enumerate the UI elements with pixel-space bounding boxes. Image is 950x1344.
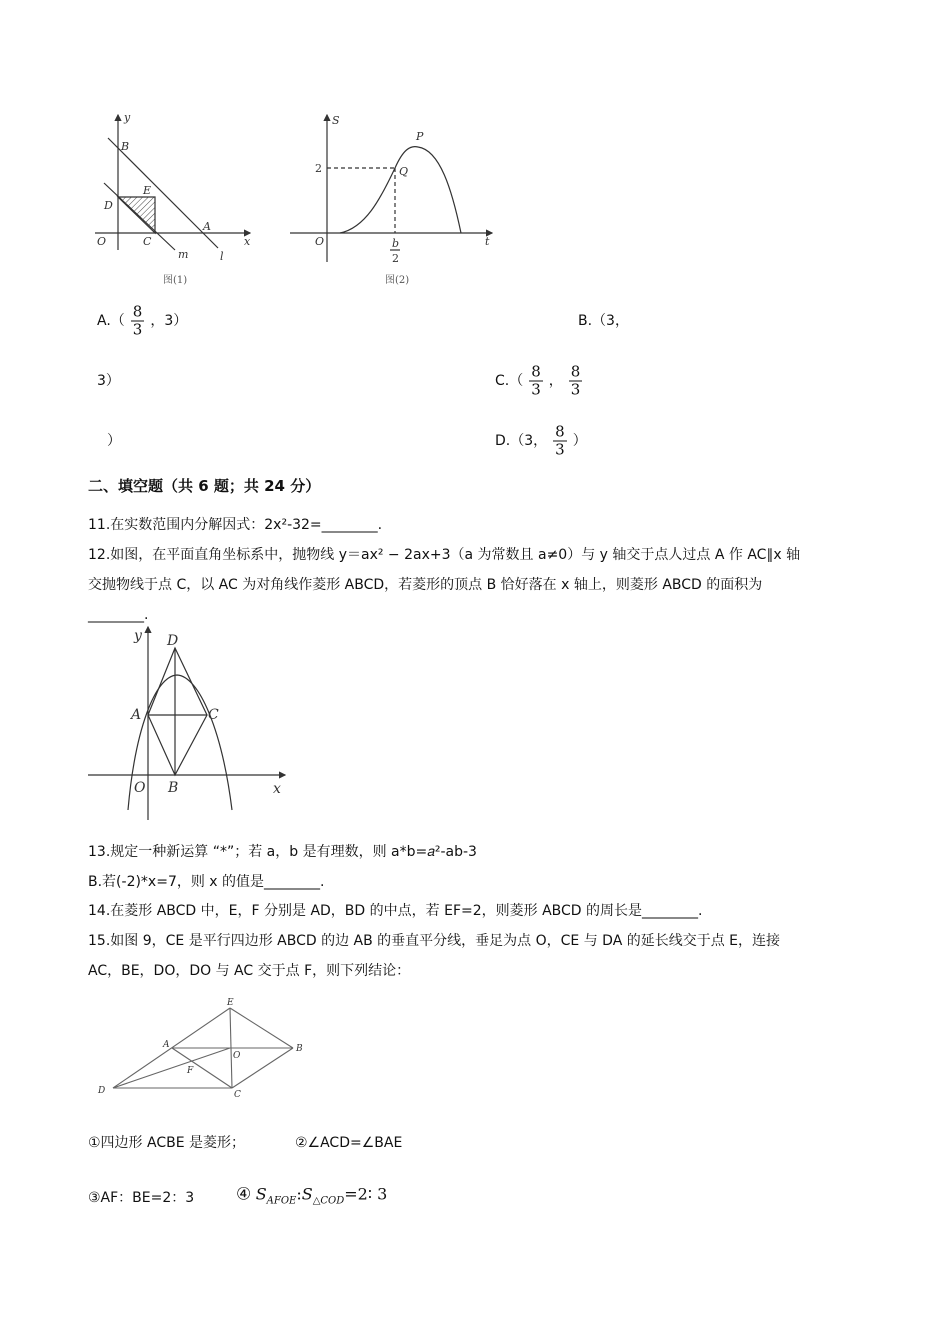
section-heading: 二、填空题（共 6 题；共 24 分） (88, 477, 321, 495)
question-15-line2: AC，BE，DO，DO 与 AC 交于点 F，则下列结论： (88, 963, 411, 979)
figure-label: B (121, 140, 130, 153)
option-b: B.（3， (578, 313, 629, 329)
shaded-triangle (118, 197, 155, 233)
option-d: D.（3， $\frac{8}{3}$ ） (495, 422, 587, 459)
question-12-line2: 交抛物线于点 C，以 AC 为对角线作菱形 ABCD，若菱形的顶点 B 恰好落在 x 轴上，则菱形 ABCD 的面积为 (88, 577, 763, 593)
figure-2-caption: 图(2) (385, 275, 410, 286)
figure-label: C (143, 235, 152, 248)
figure-label: y (124, 111, 131, 124)
figure-label: O (233, 1051, 241, 1061)
fraction: $\frac{8}{3}$ (132, 302, 143, 339)
conclusion-2: ②∠ACD=∠BAE (295, 1135, 403, 1151)
figure-label: x (244, 235, 251, 248)
conclusion-3: ③AF：BE=2：3 (88, 1190, 195, 1206)
rhombus-ABCD (148, 648, 207, 775)
figure-label: y (134, 628, 142, 644)
figure-label: x (273, 781, 281, 797)
figure-label: C (234, 1090, 241, 1100)
option-c: C.（ $\frac{8}{3}$ ， $\frac{8}{3}$ (495, 362, 581, 399)
figure-label: B (168, 780, 179, 796)
option-a: A.（ $\frac{8}{3}$ ，3） (97, 302, 188, 339)
question-13: 13.规定一种新运算 “*”；若 a，b 是有理数，则 a*b=𝑎²-ab-3 (88, 844, 477, 860)
figure-label: C (208, 707, 219, 723)
figure-label: S (332, 114, 340, 127)
figure-label: E (143, 184, 152, 197)
question-14: 14.在菱形 ABCD 中，E，F 分别是 AD，BD 的中点，若 EF=2，则菱形 ABCD 的周长是________. (88, 903, 703, 919)
question-13-line2: B.若(-2)*x=7，则 x 的值是________. (88, 874, 325, 890)
figure-label: E (227, 998, 234, 1008)
figure-label: A (203, 220, 211, 233)
figure-label: O (134, 780, 146, 796)
figure-4 (113, 1008, 293, 1088)
figure-label: B (296, 1044, 303, 1054)
question-11: 11.在实数范围内分解因式：2x²-32=________. (88, 517, 383, 533)
question-12-blank: ________. (88, 607, 149, 623)
figure-label: P (416, 130, 424, 143)
line-l (108, 138, 218, 248)
figure-label: 2 (392, 252, 399, 265)
figure-3 (88, 627, 285, 820)
figure-label: D (104, 199, 113, 212)
option-c-continued: ） (107, 433, 121, 449)
figure-label: l (220, 250, 224, 263)
figure-label: D (167, 633, 179, 649)
figure-label: F (187, 1066, 194, 1076)
figure-label: t (485, 235, 490, 248)
option-b-continued: 3） (97, 373, 120, 389)
figure-label: A (131, 707, 142, 723)
conclusion-4: ④ $S_{AFOE}:S_{\triangle COD}=2∶$ 3 (236, 1184, 388, 1207)
figure-1 (95, 115, 250, 250)
figure-label: m (178, 248, 189, 261)
figure-label: O (315, 235, 325, 248)
curve (340, 147, 461, 233)
figure-label: O (97, 235, 107, 248)
figure-label: 2 (315, 162, 322, 175)
question-12: 12.如图，在平面直角坐标系中，抛物线 y＝ax² − 2ax+3（a 为常数且 a≠0）与 y 轴交于点人过点 A 作 AC∥x 轴 (88, 547, 801, 563)
conclusion-1: ①四边形 ACBE 是菱形； (88, 1135, 246, 1151)
figure-label: A (163, 1040, 170, 1050)
figure-label: Q (399, 165, 409, 178)
question-15: 15.如图 9，CE 是平行四边形 ABCD 的边 AB 的垂直平分线，垂足为点 O，CE 与 DA 的延长线交于点 E，连接 (88, 933, 781, 949)
figure-label: D (98, 1086, 106, 1096)
figure-label: b (392, 237, 400, 250)
figure-1-caption: 图(1) (163, 275, 188, 286)
